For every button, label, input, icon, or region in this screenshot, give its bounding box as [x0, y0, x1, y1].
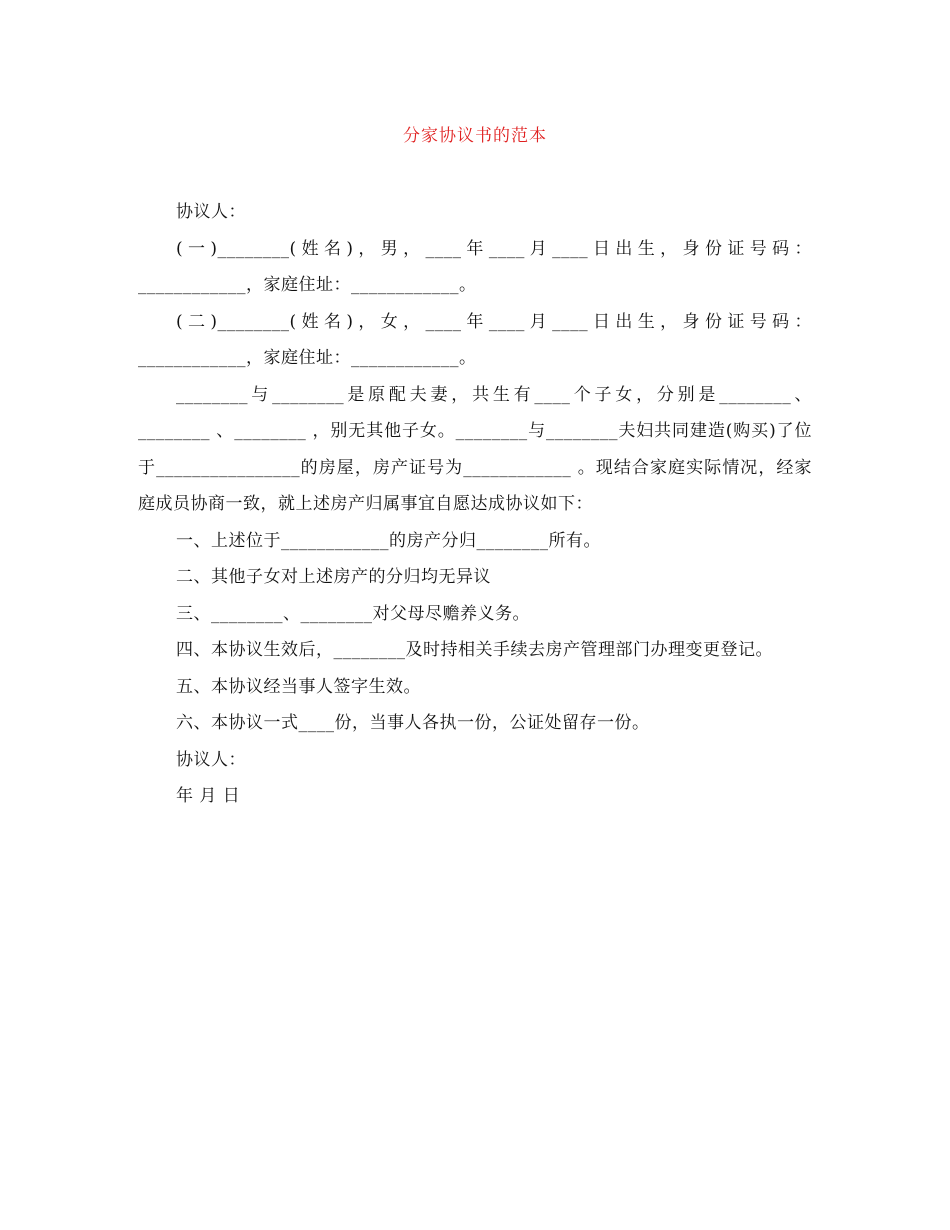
clause-six: 六、本协议一式____份，当事人各执一份，公证处留存一份。 — [176, 713, 650, 733]
signature-heading: 协议人： — [176, 749, 246, 770]
party-one-line: (一)________(姓名)，男，____年____月____日出生，身份证号码：____________，家庭住址：____________。 — [138, 238, 812, 295]
clause-one: 一、上述位于____________的房产分归________所有。 — [176, 530, 601, 551]
clause-four: 四、本协议生效后，________及时持相关手续去房产管理部门办理变更登记。 — [176, 640, 773, 660]
date-line: 年 月 日 — [176, 786, 241, 806]
clause-two: 二、其他子女对上述房产的分归均无异议 — [176, 567, 491, 587]
document-body — [138, 194, 812, 815]
party-heading: 协议人： — [176, 202, 246, 222]
clause-three: 三、________、________对父母尽赡养义务。 — [176, 603, 530, 624]
party-two-line: (二)________(姓名)，女，____年____月____日出生，身份证号码：____________，家庭住址：____________。 — [138, 311, 812, 368]
clause-five: 五、本协议经当事人签字生效。 — [176, 676, 421, 697]
document-title: 分家协议书的范本 — [403, 126, 547, 146]
background-paragraph: ________与________是原配夫妻，共生有____个子女，分别是________、________ 、________ ，别无其他子女。________与________夫妇共同建造(购买)了位于________________的房屋，房产证号为____________ 。现结合家庭实际情况，经家庭成员协商一致，就上述房产归属事宜自愿达成协议如下： — [138, 384, 812, 514]
